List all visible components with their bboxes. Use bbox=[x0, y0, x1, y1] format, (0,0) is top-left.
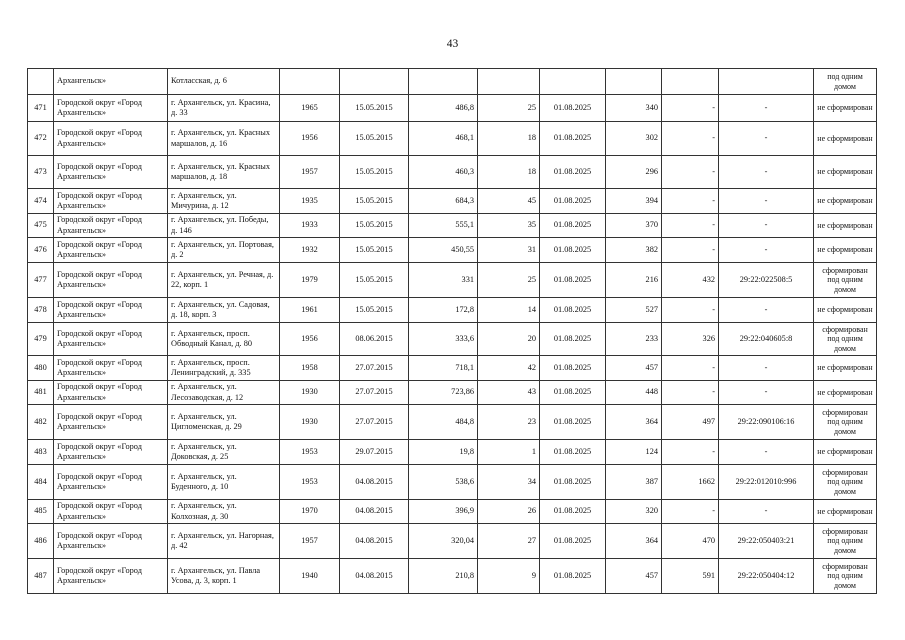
amount-cell: 233 bbox=[606, 323, 662, 356]
land-status-cell: сформирован под одним домом bbox=[814, 559, 877, 594]
cadastral-number-cell: - bbox=[719, 238, 814, 263]
year-cell: 1956 bbox=[280, 122, 340, 156]
cadastral-number-cell: - bbox=[719, 214, 814, 238]
cadastral-number-cell: 29:22:040605:8 bbox=[719, 323, 814, 356]
land-area-cell bbox=[662, 69, 719, 95]
land-area-cell: - bbox=[662, 214, 719, 238]
address-cell: г. Архангельск, ул. Нагорная, д. 42 bbox=[168, 524, 280, 559]
land-area-cell: - bbox=[662, 298, 719, 323]
row-number-cell: 484 bbox=[28, 465, 54, 500]
amount-cell: 457 bbox=[606, 356, 662, 381]
address-cell: г. Архангельск, ул. Колхозная, д. 30 bbox=[168, 500, 280, 524]
amount-cell: 527 bbox=[606, 298, 662, 323]
table-row bbox=[28, 263, 877, 298]
address-cell: г. Архангельск, ул. Лесозаводская, д. 12 bbox=[168, 381, 280, 405]
land-status-cell: не сформирован bbox=[814, 500, 877, 524]
residents-cell: 18 bbox=[478, 156, 540, 189]
row-number-cell: 472 bbox=[28, 122, 54, 156]
area-cell: 484,8 bbox=[409, 405, 478, 440]
residents-cell: 43 bbox=[478, 381, 540, 405]
address-cell: г. Архангельск, ул. Красных маршалов, д. 18 bbox=[168, 156, 280, 189]
table-row bbox=[28, 356, 877, 381]
municipality-cell: Городской округ «Город Архангельск» bbox=[54, 323, 168, 356]
year-cell: 1932 bbox=[280, 238, 340, 263]
row-number-cell: 478 bbox=[28, 298, 54, 323]
residents-cell: 45 bbox=[478, 189, 540, 214]
deadline-date-cell: 01.08.2025 bbox=[540, 500, 606, 524]
land-area-cell: 432 bbox=[662, 263, 719, 298]
residents-cell: 34 bbox=[478, 465, 540, 500]
municipality-cell: Городской округ «Город Архангельск» bbox=[54, 356, 168, 381]
date-cell: 27.07.2015 bbox=[340, 405, 409, 440]
table-row bbox=[28, 298, 877, 323]
land-status-cell: не сформирован bbox=[814, 214, 877, 238]
amount-cell: 364 bbox=[606, 524, 662, 559]
municipality-cell: Архангельск» bbox=[54, 69, 168, 95]
year-cell: 1930 bbox=[280, 405, 340, 440]
year-cell: 1935 bbox=[280, 189, 340, 214]
land-status-cell: не сформирован bbox=[814, 298, 877, 323]
address-cell: г. Архангельск, просп. Обводный Канал, д. 80 bbox=[168, 323, 280, 356]
date-cell: 15.05.2015 bbox=[340, 238, 409, 263]
row-number-cell: 476 bbox=[28, 238, 54, 263]
year-cell: 1970 bbox=[280, 500, 340, 524]
cadastral-number-cell: - bbox=[719, 298, 814, 323]
address-cell: г. Архангельск, ул. Буденного, д. 10 bbox=[168, 465, 280, 500]
amount-cell: 457 bbox=[606, 559, 662, 594]
cadastral-number-cell: - bbox=[719, 356, 814, 381]
residents-cell: 27 bbox=[478, 524, 540, 559]
area-cell: 723,86 bbox=[409, 381, 478, 405]
table-row bbox=[28, 95, 877, 122]
amount-cell: 394 bbox=[606, 189, 662, 214]
residents-cell: 9 bbox=[478, 559, 540, 594]
land-status-cell: сформирован под одним домом bbox=[814, 524, 877, 559]
deadline-date-cell: 01.08.2025 bbox=[540, 381, 606, 405]
deadline-date-cell: 01.08.2025 bbox=[540, 263, 606, 298]
date-cell: 15.05.2015 bbox=[340, 189, 409, 214]
municipality-cell: Городской округ «Город Архангельск» bbox=[54, 122, 168, 156]
table-row bbox=[28, 238, 877, 263]
address-cell: г. Архангельск, ул. Садовая, д. 18, корп. 3 bbox=[168, 298, 280, 323]
cadastral-number-cell: - bbox=[719, 122, 814, 156]
amount-cell: 370 bbox=[606, 214, 662, 238]
address-cell: г. Архангельск, ул. Речная, д. 22, корп. 1 bbox=[168, 263, 280, 298]
area-cell: 538,6 bbox=[409, 465, 478, 500]
address-cell: Котласская, д. 6 bbox=[168, 69, 280, 95]
land-status-cell: не сформирован bbox=[814, 122, 877, 156]
land-area-cell: 591 bbox=[662, 559, 719, 594]
table-row bbox=[28, 524, 877, 559]
residents-cell: 25 bbox=[478, 95, 540, 122]
year-cell: 1979 bbox=[280, 263, 340, 298]
land-area-cell: - bbox=[662, 95, 719, 122]
date-cell: 04.08.2015 bbox=[340, 524, 409, 559]
date-cell: 15.05.2015 bbox=[340, 95, 409, 122]
year-cell: 1933 bbox=[280, 214, 340, 238]
year-cell: 1958 bbox=[280, 356, 340, 381]
residents-cell: 31 bbox=[478, 238, 540, 263]
deadline-date-cell: 01.08.2025 bbox=[540, 559, 606, 594]
area-cell bbox=[409, 69, 478, 95]
table-body bbox=[28, 69, 877, 594]
residents-cell: 23 bbox=[478, 405, 540, 440]
deadline-date-cell: 01.08.2025 bbox=[540, 323, 606, 356]
land-status-cell: сформирован под одним домом bbox=[814, 323, 877, 356]
table-row bbox=[28, 405, 877, 440]
amount-cell: 382 bbox=[606, 238, 662, 263]
row-number-cell: 486 bbox=[28, 524, 54, 559]
cadastral-number-cell: 29:22:012010:996 bbox=[719, 465, 814, 500]
deadline-date-cell: 01.08.2025 bbox=[540, 122, 606, 156]
land-status-cell: не сформирован bbox=[814, 156, 877, 189]
municipality-cell: Городской округ «Город Архангельск» bbox=[54, 405, 168, 440]
year-cell: 1957 bbox=[280, 524, 340, 559]
municipality-cell: Городской округ «Город Архангельск» bbox=[54, 263, 168, 298]
area-cell: 718,1 bbox=[409, 356, 478, 381]
residents-cell: 42 bbox=[478, 356, 540, 381]
amount-cell: 216 bbox=[606, 263, 662, 298]
area-cell: 450,55 bbox=[409, 238, 478, 263]
amount-cell bbox=[606, 69, 662, 95]
area-cell: 172,8 bbox=[409, 298, 478, 323]
land-area-cell: - bbox=[662, 189, 719, 214]
residents-cell: 18 bbox=[478, 122, 540, 156]
municipality-cell: Городской округ «Город Архангельск» bbox=[54, 214, 168, 238]
deadline-date-cell: 01.08.2025 bbox=[540, 356, 606, 381]
land-area-cell: 470 bbox=[662, 524, 719, 559]
residents-cell: 20 bbox=[478, 323, 540, 356]
address-cell: г. Архангельск, ул. Портовая, д. 2 bbox=[168, 238, 280, 263]
deadline-date-cell: 01.08.2025 bbox=[540, 156, 606, 189]
deadline-date-cell: 01.08.2025 bbox=[540, 95, 606, 122]
cadastral-number-cell: - bbox=[719, 381, 814, 405]
address-cell: г. Архангельск, ул. Цигломенская, д. 29 bbox=[168, 405, 280, 440]
land-status-cell: сформирован под одним домом bbox=[814, 405, 877, 440]
table-row bbox=[28, 323, 877, 356]
row-number-cell: 487 bbox=[28, 559, 54, 594]
amount-cell: 364 bbox=[606, 405, 662, 440]
municipality-cell: Городской округ «Город Архангельск» bbox=[54, 189, 168, 214]
year-cell bbox=[280, 69, 340, 95]
land-area-cell: - bbox=[662, 356, 719, 381]
land-area-cell: 1662 bbox=[662, 465, 719, 500]
year-cell: 1930 bbox=[280, 381, 340, 405]
date-cell: 15.05.2015 bbox=[340, 298, 409, 323]
table-row bbox=[28, 465, 877, 500]
cadastral-number-cell: - bbox=[719, 440, 814, 465]
deadline-date-cell: 01.08.2025 bbox=[540, 465, 606, 500]
cadastral-number-cell: - bbox=[719, 95, 814, 122]
area-cell: 684,3 bbox=[409, 189, 478, 214]
deadline-date-cell: 01.08.2025 bbox=[540, 214, 606, 238]
area-cell: 555,1 bbox=[409, 214, 478, 238]
land-area-cell: - bbox=[662, 238, 719, 263]
date-cell: 27.07.2015 bbox=[340, 381, 409, 405]
year-cell: 1956 bbox=[280, 323, 340, 356]
row-number-cell: 474 bbox=[28, 189, 54, 214]
municipality-cell: Городской округ «Город Архангельск» bbox=[54, 500, 168, 524]
address-cell: г. Архангельск, ул. Победы, д. 146 bbox=[168, 214, 280, 238]
year-cell: 1953 bbox=[280, 465, 340, 500]
address-cell: г. Архангельск, ул. Доковская, д. 25 bbox=[168, 440, 280, 465]
row-number-cell: 482 bbox=[28, 405, 54, 440]
row-number-cell: 485 bbox=[28, 500, 54, 524]
address-cell: г. Архангельск, ул. Павла Усова, д. 3, корп. 1 bbox=[168, 559, 280, 594]
land-status-cell: не сформирован bbox=[814, 95, 877, 122]
date-cell: 08.06.2015 bbox=[340, 323, 409, 356]
deadline-date-cell bbox=[540, 69, 606, 95]
area-cell: 460,3 bbox=[409, 156, 478, 189]
row-number-cell: 471 bbox=[28, 95, 54, 122]
amount-cell: 296 bbox=[606, 156, 662, 189]
cadastral-number-cell: - bbox=[719, 500, 814, 524]
municipality-cell: Городской округ «Город Архангельск» bbox=[54, 440, 168, 465]
municipality-cell: Городской округ «Город Архангельск» bbox=[54, 465, 168, 500]
row-number-cell: 483 bbox=[28, 440, 54, 465]
cadastral-number-cell: 29:22:022508:5 bbox=[719, 263, 814, 298]
year-cell: 1940 bbox=[280, 559, 340, 594]
row-number-cell: 475 bbox=[28, 214, 54, 238]
table-row bbox=[28, 69, 877, 95]
land-status-cell: не сформирован bbox=[814, 356, 877, 381]
land-area-cell: 497 bbox=[662, 405, 719, 440]
land-status-cell: под одним домом bbox=[814, 69, 877, 95]
municipality-cell: Городской округ «Город Архангельск» bbox=[54, 559, 168, 594]
amount-cell: 387 bbox=[606, 465, 662, 500]
deadline-date-cell: 01.08.2025 bbox=[540, 405, 606, 440]
cadastral-number-cell: 29:22:050403:21 bbox=[719, 524, 814, 559]
page-number: 43 bbox=[446, 38, 459, 50]
row-number-cell: 473 bbox=[28, 156, 54, 189]
amount-cell: 124 bbox=[606, 440, 662, 465]
address-cell: г. Архангельск, просп. Ленинградский, д. 335 bbox=[168, 356, 280, 381]
municipality-cell: Городской округ «Город Архангельск» bbox=[54, 524, 168, 559]
date-cell: 04.08.2015 bbox=[340, 559, 409, 594]
deadline-date-cell: 01.08.2025 bbox=[540, 189, 606, 214]
cadastral-number-cell bbox=[719, 69, 814, 95]
address-cell: г. Архангельск, ул. Красина, д. 33 bbox=[168, 95, 280, 122]
municipality-cell: Городской округ «Город Архангельск» bbox=[54, 298, 168, 323]
address-cell: г. Архангельск, ул. Мичурина, д. 12 bbox=[168, 189, 280, 214]
land-status-cell: не сформирован bbox=[814, 189, 877, 214]
row-number-cell bbox=[28, 69, 54, 95]
land-area-cell: - bbox=[662, 122, 719, 156]
cadastral-number-cell: - bbox=[719, 156, 814, 189]
year-cell: 1965 bbox=[280, 95, 340, 122]
area-cell: 468,1 bbox=[409, 122, 478, 156]
date-cell: 29.07.2015 bbox=[340, 440, 409, 465]
municipality-cell: Городской округ «Город Архангельск» bbox=[54, 238, 168, 263]
area-cell: 19,8 bbox=[409, 440, 478, 465]
land-status-cell: сформирован под одним домом bbox=[814, 263, 877, 298]
date-cell: 15.05.2015 bbox=[340, 122, 409, 156]
deadline-date-cell: 01.08.2025 bbox=[540, 440, 606, 465]
date-cell: 27.07.2015 bbox=[340, 356, 409, 381]
amount-cell: 302 bbox=[606, 122, 662, 156]
row-number-cell: 477 bbox=[28, 263, 54, 298]
deadline-date-cell: 01.08.2025 bbox=[540, 238, 606, 263]
land-status-cell: не сформирован bbox=[814, 238, 877, 263]
land-area-cell: 326 bbox=[662, 323, 719, 356]
deadline-date-cell: 01.08.2025 bbox=[540, 524, 606, 559]
amount-cell: 340 bbox=[606, 95, 662, 122]
municipality-cell: Городской округ «Город Архангельск» bbox=[54, 381, 168, 405]
land-status-cell: сформирован под одним домом bbox=[814, 465, 877, 500]
date-cell bbox=[340, 69, 409, 95]
row-number-cell: 481 bbox=[28, 381, 54, 405]
table-row bbox=[28, 440, 877, 465]
area-cell: 486,8 bbox=[409, 95, 478, 122]
residents-cell: 1 bbox=[478, 440, 540, 465]
residents-cell: 25 bbox=[478, 263, 540, 298]
housing-registry-table bbox=[27, 68, 877, 594]
land-area-cell: - bbox=[662, 440, 719, 465]
table-row bbox=[28, 122, 877, 156]
area-cell: 320,04 bbox=[409, 524, 478, 559]
cadastral-number-cell: 29:22:050404:12 bbox=[719, 559, 814, 594]
date-cell: 04.08.2015 bbox=[340, 500, 409, 524]
area-cell: 331 bbox=[409, 263, 478, 298]
residents-cell: 14 bbox=[478, 298, 540, 323]
cadastral-number-cell: - bbox=[719, 189, 814, 214]
date-cell: 04.08.2015 bbox=[340, 465, 409, 500]
amount-cell: 448 bbox=[606, 381, 662, 405]
land-status-cell: не сформирован bbox=[814, 381, 877, 405]
residents-cell: 26 bbox=[478, 500, 540, 524]
land-status-cell: не сформирован bbox=[814, 440, 877, 465]
land-area-cell: - bbox=[662, 500, 719, 524]
area-cell: 333,6 bbox=[409, 323, 478, 356]
date-cell: 15.05.2015 bbox=[340, 156, 409, 189]
residents-cell: 35 bbox=[478, 214, 540, 238]
row-number-cell: 480 bbox=[28, 356, 54, 381]
land-area-cell: - bbox=[662, 156, 719, 189]
area-cell: 210,8 bbox=[409, 559, 478, 594]
table-row bbox=[28, 156, 877, 189]
land-area-cell: - bbox=[662, 381, 719, 405]
year-cell: 1961 bbox=[280, 298, 340, 323]
deadline-date-cell: 01.08.2025 bbox=[540, 298, 606, 323]
date-cell: 15.05.2015 bbox=[340, 214, 409, 238]
year-cell: 1953 bbox=[280, 440, 340, 465]
cadastral-number-cell: 29:22:090106:16 bbox=[719, 405, 814, 440]
address-cell: г. Архангельск, ул. Красных маршалов, д. 16 bbox=[168, 122, 280, 156]
table-row bbox=[28, 214, 877, 238]
residents-cell bbox=[478, 69, 540, 95]
amount-cell: 320 bbox=[606, 500, 662, 524]
table-row bbox=[28, 500, 877, 524]
table-row bbox=[28, 559, 877, 594]
area-cell: 396,9 bbox=[409, 500, 478, 524]
year-cell: 1957 bbox=[280, 156, 340, 189]
municipality-cell: Городской округ «Город Архангельск» bbox=[54, 95, 168, 122]
table-row bbox=[28, 189, 877, 214]
municipality-cell: Городской округ «Город Архангельск» bbox=[54, 156, 168, 189]
date-cell: 15.05.2015 bbox=[340, 263, 409, 298]
table-row bbox=[28, 381, 877, 405]
row-number-cell: 479 bbox=[28, 323, 54, 356]
